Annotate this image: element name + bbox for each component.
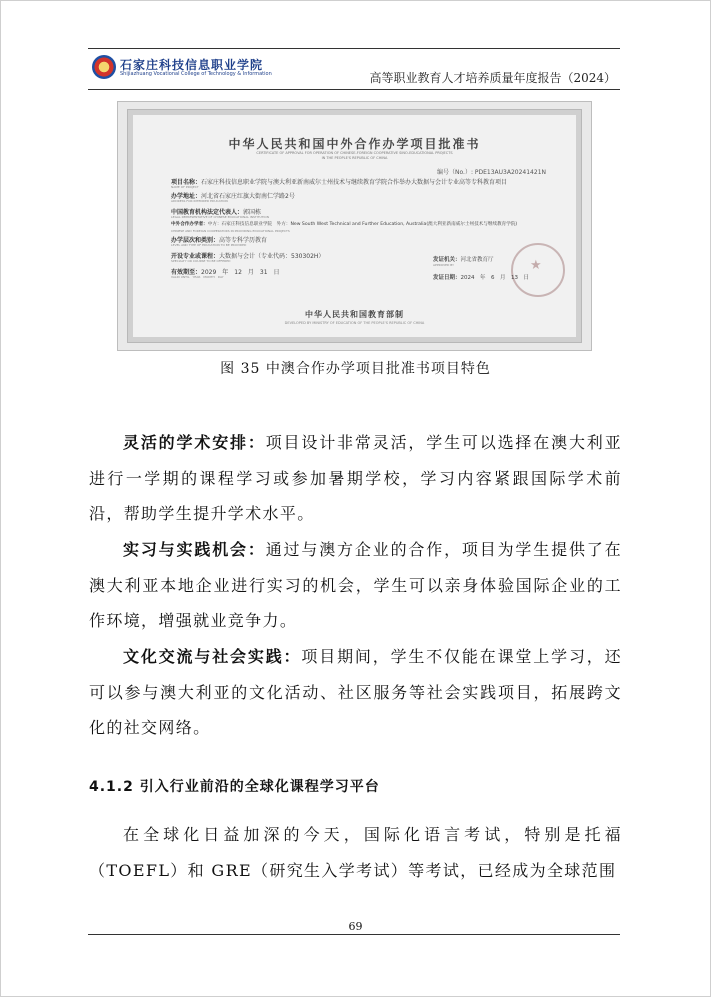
cert-issue-date: 发证日期：2024 年 6 月 13 日 [433, 275, 530, 281]
logo-chinese-name: 石家庄科技信息职业学院 [120, 58, 264, 72]
page-header [88, 48, 620, 90]
cert-field-project-en: NAME OF PROJECT [171, 185, 199, 189]
cert-field-address-en: ADDRESS FOR INTENDED EDUCATION [171, 199, 228, 203]
cert-field-valid-until: 有效期至：2029 年 12 月 31 日 [171, 269, 280, 276]
paragraph-internship: 实习与实践机会：通过与澳方企业的合作，项目为学生提供了在澳大利亚本地企业进行实习的机会，学生可以亲身体验国际企业的工作环境，增强就业竞争力。 [89, 540, 622, 630]
section-heading: 4.1.2 引入行业前沿的全球化课程学习平台 [89, 779, 380, 795]
certificate-image [117, 101, 592, 351]
certificate-frame [128, 110, 581, 342]
figure-caption: 图 35 中澳合作办学项目批准书项目特色 [220, 361, 491, 377]
cert-ministry: 中华人民共和国教育部制 [305, 310, 404, 319]
paragraph-academic: 灵活的学术安排：项目设计非常灵活，学生可以选择在澳大利亚进行一学期的课程学习或参加暑期学校，学习内容紧跟国际学术前沿，帮助学生提升学术水平。 [89, 433, 622, 523]
cert-field-address: 办学地址：河北省石家庄红旗大街南仁学路2号 [171, 193, 295, 200]
cert-field-cooperators-en: CHINESE AND FOREIGN COOPERATORS IN PROVIDING EDUCATIONAL PROJECTS [171, 229, 290, 233]
footer-divider [88, 934, 620, 935]
cert-field-specialty-en: SPECIALTY OR COURSE TO BE OFFERED [171, 259, 231, 263]
official-seal-icon [511, 243, 565, 297]
cert-field-level-en: LEVEL AND TYPE OF EDUCATION TO BE PROVIDED [171, 243, 247, 247]
cert-field-level: 办学层次和类别：高等专科学历教育 [171, 237, 268, 244]
cert-field-representative: 中国教育机构法定代表人：郭国栋 [171, 209, 262, 216]
cert-approver: 发证机关：河北省教育厅 [433, 257, 494, 263]
cert-approver-en: APPROVED BY [433, 263, 455, 267]
logo-english-name: Shijiazhuang Vocational College of Technology & Information [120, 71, 272, 77]
report-title: 高等职业教育人才培养质量年度报告（2024） [369, 71, 616, 85]
cert-field-cooperators: 中外合作办学者：中方：石家庄科技信息职业学院 外方：New South West Technical and Further Education, Australia(澳大利亚新南威尔士州技术与继续教育学院) [171, 222, 518, 227]
certificate-subtitle-2: IN THE PEOPLE'S REPUBLIC OF CHINA [321, 156, 388, 160]
cert-field-specialty: 开设专业或课程：大数据与会计（专业代码：530302H） [171, 253, 325, 260]
paragraph-culture: 文化交流与社会实践：项目期间，学生不仅能在课堂上学习，还可以参与澳大利亚的文化活动、社区服务等社会实践项目，拓展跨文化的社交网络。 [89, 647, 622, 737]
cert-field-representative-en: LEGAL REPRESENTATIVE OF CHINESE EDUCATIONAL INSTITUTION [171, 215, 270, 219]
cert-field-valid-until-en: VALID UNTIL YEAR MONTH DAY [171, 275, 224, 279]
certificate-title: 中华人民共和国中外合作办学项目批准书 [228, 137, 481, 151]
page-number: 69 [348, 920, 363, 933]
certificate-subtitle: CERTIFICATE OF APPROVAL FOR OPERATION OF CHINESE-FOREIGN COOPERATIVE SINO-EDUCATIONAL PROJECTS [256, 151, 453, 155]
section-paragraph: 在全球化日益加深的今天，国际化语言考试，特别是托福（TOEFL）和 GRE（研究生入学考试）等考试，已经成为全球范围 [89, 825, 622, 880]
college-emblem-icon [92, 55, 116, 79]
cert-field-project: 项目名称：石家庄科技信息职业学院与澳大利亚新南威尔士州技术与继续教育学院合作举办大数据与会计专业高等专科教育项目 [171, 179, 508, 186]
college-logo [92, 55, 272, 81]
certificate-number: 编号（No.）: PDE13AU3A20241421N [437, 169, 546, 176]
cert-ministry-en: DEVELOPED BY MINISTRY OF EDUCATION OF THE PEOPLE'S REPUBLIC OF CHINA [284, 321, 425, 325]
